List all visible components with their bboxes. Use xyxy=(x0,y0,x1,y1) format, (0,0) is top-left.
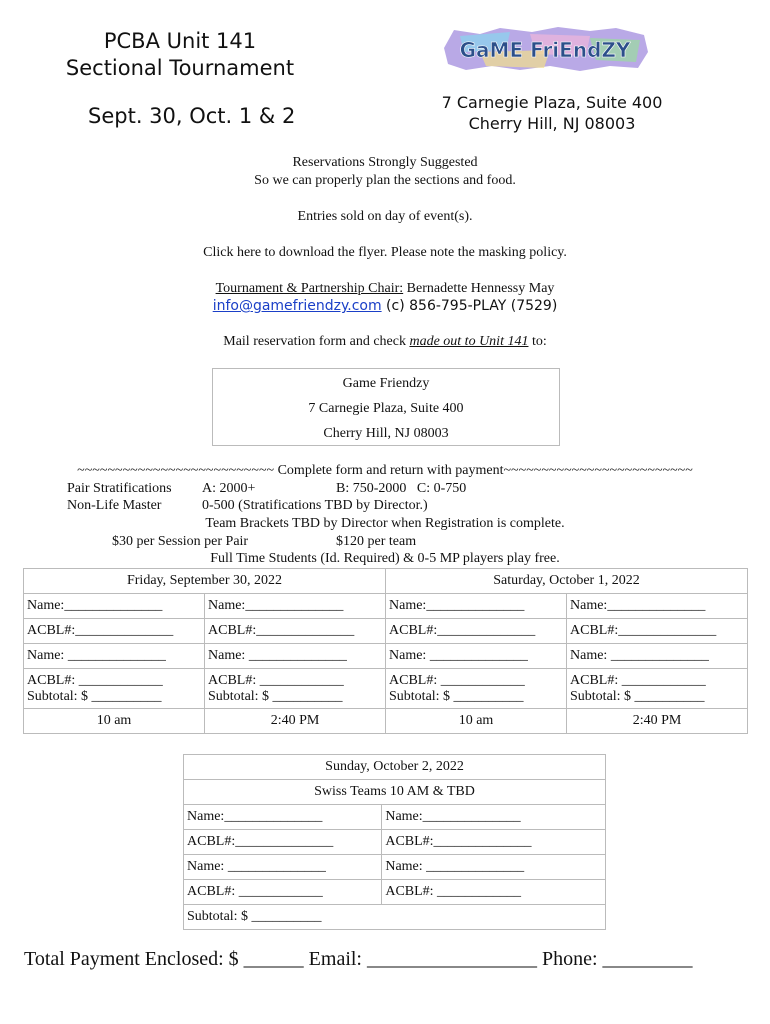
sun-acbl-3[interactable]: ACBL#: ____________ xyxy=(184,880,382,905)
fri-session-am: 10 am xyxy=(24,709,205,734)
sat-pm-acbl-subtotal[interactable] xyxy=(567,669,748,709)
fri-am-acbl-2[interactable]: ACBL#: ____________ xyxy=(27,672,163,688)
email-link[interactable]: info@gamefriendzy.com xyxy=(212,298,382,314)
fri-am-acbl-1[interactable]: ACBL#:______________ xyxy=(24,619,205,644)
sat-am-acbl-1[interactable]: ACBL#:______________ xyxy=(386,619,567,644)
pair-strat-label: Pair Stratifications xyxy=(67,481,172,496)
entries-note: Entries sold on day of event(s). xyxy=(297,209,473,224)
mail-box-line-3: Cherry Hill, NJ 08003 xyxy=(323,426,449,441)
pair-fee: $30 per Session per Pair xyxy=(112,534,249,549)
sat-am-acbl-2[interactable]: ACBL#: ____________ xyxy=(389,672,525,688)
fri-am-subtotal[interactable]: Subtotal: $ __________ xyxy=(27,688,162,704)
venue-address xyxy=(430,92,674,134)
reservations-line-2: So we can properly plan the sections and food. xyxy=(254,173,516,188)
swiss-teams-event: Swiss Teams 10 AM & TBD xyxy=(184,780,606,805)
chair-label: Tournament & Partnership Chair: xyxy=(215,281,404,296)
sun-subtotal[interactable]: Subtotal: $ __________ xyxy=(184,905,606,930)
fri-pm-acbl-subtotal[interactable] xyxy=(205,669,386,709)
sat-pm-subtotal[interactable]: Subtotal: $ __________ xyxy=(570,688,705,704)
fri-session-pm: 2:40 PM xyxy=(205,709,386,734)
fri-pm-name-2[interactable]: Name: ______________ xyxy=(205,644,386,669)
sun-name-2[interactable]: Name:______________ xyxy=(382,805,606,830)
contact-line xyxy=(0,298,770,314)
sat-pm-acbl-1[interactable]: ACBL#:______________ xyxy=(567,619,748,644)
sat-session-pm: 2:40 PM xyxy=(567,709,748,734)
fri-am-name-2[interactable]: Name: ______________ xyxy=(24,644,205,669)
mail-box-line-2: 7 Carnegie Plaza, Suite 400 xyxy=(308,401,464,416)
reservations-line-1: Reservations Strongly Suggested xyxy=(292,155,478,170)
fri-pm-acbl-2[interactable]: ACBL#: ____________ xyxy=(208,672,344,688)
fri-pm-name-1[interactable]: Name:______________ xyxy=(205,594,386,619)
team-fee: $120 per team xyxy=(336,534,417,549)
sun-name-3[interactable]: Name: ______________ xyxy=(184,855,382,880)
title-line-2: Sectional Tournament xyxy=(65,56,295,80)
sun-acbl-4[interactable]: ACBL#: ____________ xyxy=(382,880,606,905)
friday-header: Friday, September 30, 2022 xyxy=(24,569,386,594)
sat-pm-acbl-2[interactable]: ACBL#: ____________ xyxy=(570,672,706,688)
sun-name-1[interactable]: Name:______________ xyxy=(184,805,382,830)
sat-session-am: 10 am xyxy=(386,709,567,734)
venue-address-line-2: Cherry Hill, NJ 08003 xyxy=(468,114,636,133)
students-note: Full Time Students (Id. Required) & 0-5 MP players play free. xyxy=(210,551,560,566)
sat-am-subtotal[interactable]: Subtotal: $ __________ xyxy=(389,688,524,704)
sat-am-acbl-subtotal[interactable] xyxy=(386,669,567,709)
sun-acbl-2[interactable]: ACBL#:______________ xyxy=(382,830,606,855)
made-out-to: made out to Unit 141 xyxy=(409,334,529,349)
phone-number: (c) 856-795-PLAY (7529) xyxy=(381,298,558,314)
saturday-header: Saturday, October 1, 2022 xyxy=(386,569,748,594)
title-line-1: PCBA Unit 141 xyxy=(103,29,257,53)
sat-pm-name-1[interactable]: Name:______________ xyxy=(567,594,748,619)
fri-am-name-1[interactable]: Name:______________ xyxy=(24,594,205,619)
sunday-registration-table xyxy=(183,754,606,930)
tournament-title xyxy=(40,28,320,82)
mail-prefix: Mail reservation form and check xyxy=(223,334,410,349)
flyer-link[interactable]: Click here to download the flyer. Please note the masking policy. xyxy=(203,245,567,260)
venue-address-line-1: 7 Carnegie Plaza, Suite 400 xyxy=(441,93,663,112)
team-brackets-note: Team Brackets TBD by Director when Registration is complete. xyxy=(205,516,565,531)
sat-am-name-1[interactable]: Name:______________ xyxy=(386,594,567,619)
mail-box-line-1: Game Friendzy xyxy=(342,376,430,391)
form-divider: ~~~~~~~~~~~~~~~~~~~~~~~~~~ Complete form and return with payment~~~~~~~~~~~~~~~~~~~~~~~~~ xyxy=(77,463,693,478)
chair-name: Bernadette Hennessy May xyxy=(403,281,555,296)
strat-a: A: 2000+ xyxy=(202,481,256,496)
non-life-master-value: 0-500 (Stratifications TBD by Director.) xyxy=(202,498,428,513)
mail-instructions xyxy=(0,334,770,350)
strat-b-c: B: 750-2000 C: 0-750 xyxy=(336,481,467,496)
sat-pm-name-2[interactable]: Name: ______________ xyxy=(567,644,748,669)
fri-sat-registration-table xyxy=(23,568,748,734)
total-payment-line[interactable]: Total Payment Enclosed: $ ______ Email: _________________ Phone: _________ xyxy=(24,948,693,970)
tournament-dates: Sept. 30, Oct. 1 & 2 xyxy=(88,104,296,128)
chair-line xyxy=(0,281,770,297)
fri-am-acbl-subtotal[interactable] xyxy=(24,669,205,709)
game-friendzy-logo xyxy=(440,26,650,72)
mailing-address-box xyxy=(212,368,560,446)
fri-pm-subtotal[interactable]: Subtotal: $ __________ xyxy=(208,688,343,704)
sun-acbl-1[interactable]: ACBL#:______________ xyxy=(184,830,382,855)
fri-pm-acbl-1[interactable]: ACBL#:______________ xyxy=(205,619,386,644)
sat-am-name-2[interactable]: Name: ______________ xyxy=(386,644,567,669)
sunday-header: Sunday, October 2, 2022 xyxy=(184,755,606,780)
svg-text:GaME FriEndZY: GaME FriEndZY xyxy=(459,38,631,62)
mail-suffix: to: xyxy=(528,334,547,349)
sun-name-4[interactable]: Name: ______________ xyxy=(382,855,606,880)
non-life-master-label: Non-Life Master xyxy=(67,498,162,513)
